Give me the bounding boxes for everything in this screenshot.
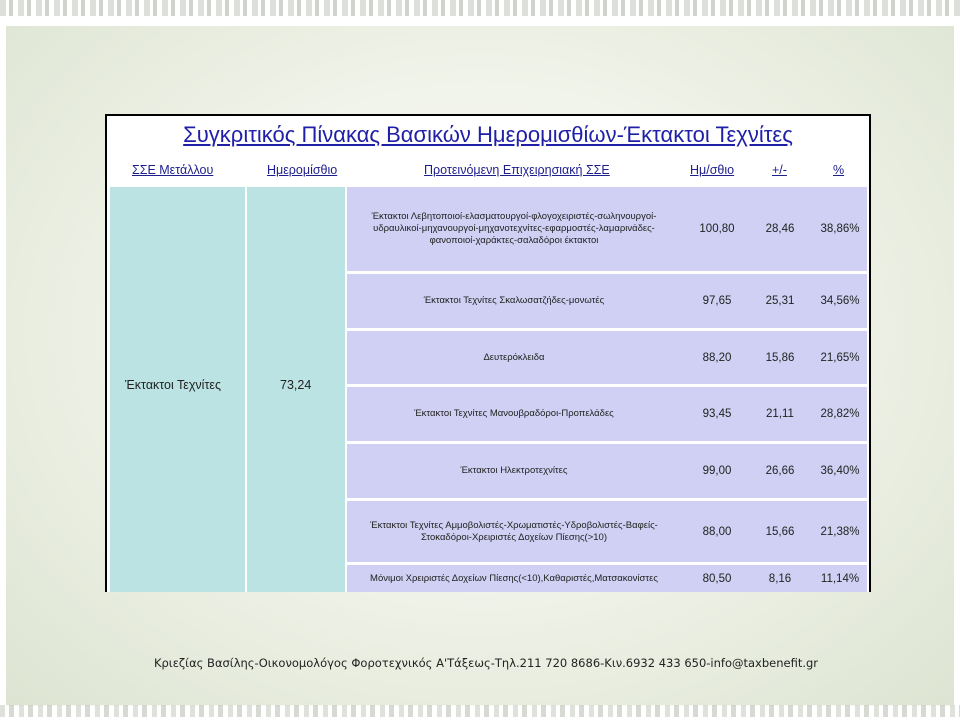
row-diff: 25,31 [765,295,795,307]
row-diff: 28,46 [765,223,795,235]
row-description: Μόνιμοι Χρειριστές Δοχείων Πίεσης(<10),Καθαριστές,Ματσακονίστες [370,572,658,584]
row-percent: 34,56% [820,295,860,307]
slide [6,26,954,706]
header-plus-minus: +/- [772,163,787,177]
row-description: Έκτακτοι Λεβητοποιοί-ελασματουργοί-φλογοχειριστές-σωληνουργοί-υδραυλικοί-μηχανουργοί-μηχανοτεχνίτες-εφαρμοστές-λαμαρινάδες-φανοποιοί-χαράκτες-σαλαδόροι έκτακτοι [371,211,657,246]
row-diff: 15,86 [765,351,795,364]
row-wage: 93,45 [702,408,732,420]
base-wage-value: 73,24 [280,378,312,392]
table-row [347,565,867,592]
table-row [347,274,867,328]
table-row [347,187,867,271]
wage-table [105,114,871,592]
header-imeromisthio: Ημερομίσθιο [267,163,338,177]
row-description: Έκτακτοι Τεχνίτες Σκαλωσατζήδες-μονωτές [423,295,605,306]
row-diff: 8,16 [768,572,792,585]
top-decorative-stripes [0,0,960,16]
row-percent: 21,38% [820,525,860,538]
row-diff: 15,66 [765,525,795,538]
row-percent: 28,82% [820,408,860,420]
row-description: Έκτακτοι Τεχνίτες Μανουβραδόροι-Προπελάδες [414,408,614,419]
header-sse-metallou: ΣΣΕ Μετάλλου [132,163,214,177]
row-wage: 100,80 [699,223,735,235]
table-row [347,444,867,498]
row-percent: 38,86% [820,223,860,235]
header-hm-sthio: Ημ/σθιο [690,163,735,177]
header-proteinomeni: Προτεινόμενη Επιχειρησιακή ΣΣΕ [424,163,610,177]
row-percent: 21,65% [820,351,860,364]
row-diff: 26,66 [765,465,795,477]
table-row [347,387,867,441]
row-description: Έκτακτοι Ηλεκτροτεχνίτες [460,465,568,476]
row-wage: 88,00 [702,525,732,538]
row-diff: 21,11 [766,408,794,420]
header-percent: % [833,163,845,177]
footer-contact: Κριεζίας Βασίλης-Οικονομολόγος Φοροτεχνικός Α'Τάξεως-Τηλ.211 720 8686-Κιν.6932 433 650-info@taxbenefit.gr [153,656,819,670]
row-percent: 36,40% [820,465,860,477]
table-title: Συγκριτικός Πίνακας Βασικών Ημερομισθίων-Έκτακτοι Τεχνίτες [183,122,793,147]
row-description: Δευτερόκλειδα [483,351,545,363]
row-description: Έκτακτοι Τεχνίτες Αμμοβολιστές-Χρωματιστές-Υδροβολιστές-Βαφείς-Στοκαδόροι-Χρειριστές Δοχείων Πίεσης(>10) [370,519,658,543]
bottom-decorative-stripes [0,705,960,717]
row-wage: 80,50 [702,572,732,585]
row-wage: 88,20 [702,351,732,364]
table-row [347,331,867,384]
table-row [347,501,867,562]
row-percent: 11,14% [820,572,860,585]
row-wage: 97,65 [702,295,732,307]
row-wage: 99,00 [702,465,732,477]
category-label: Έκτακτοι Τεχνίτες [125,378,221,392]
